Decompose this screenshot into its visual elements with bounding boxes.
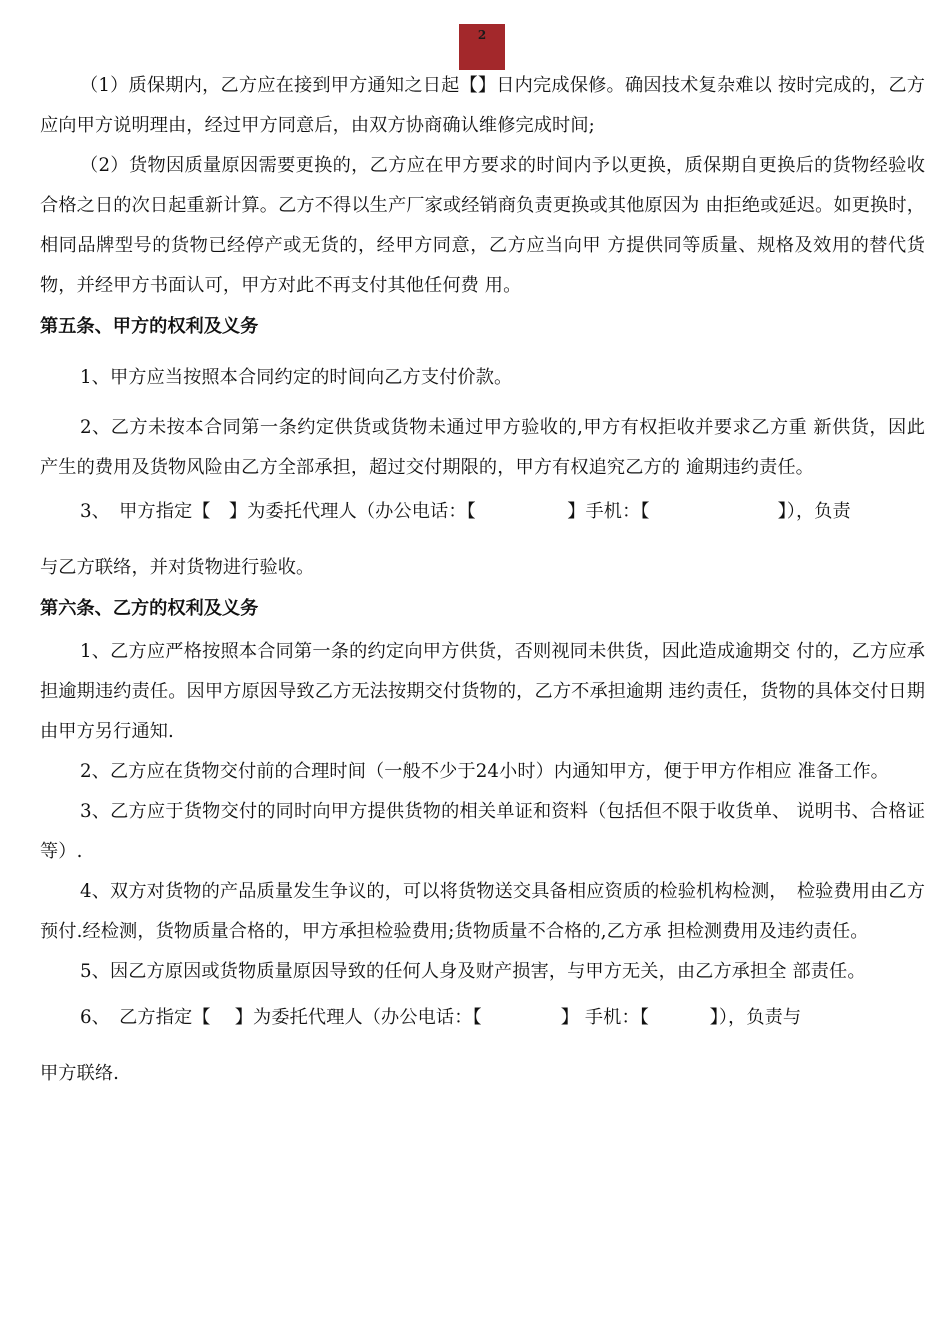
warranty-clause-1: （1）质保期内，乙方应在接到甲方通知之日起【】日内完成保修。确因技术复杂难以 按时完成的，乙方应向甲方说明理由，经过甲方同意后，由双方协商确认维修完成时间; [40,75,925,136]
warranty-clause-2: （2）货物因质量原因需要更换的，乙方应在甲方要求的时间内予以更换，质保期自更换后的货物经验收合格之日的次日起重新计算。乙方不得以生产厂家或经销商负责更换或其他原因为 由拒绝或延迟。如更换时，相同品牌型号的货物已经停产或无货的，经甲方同意，乙方应当向甲 方提供同等质量、规格及效用的替代货物，并经甲方书面认可，甲方对此不再支付其他任何费 用。 [40,155,925,296]
article-6-item-4: 4、双方对货物的产品质量发生争议的，可以将货物送交具备相应资质的检验机构检测， 检验费用由乙方预付.经检测，货物质量合格的，甲方承担检验费用;货物质量不合格的,乙方承 担检测费用及违约责任。 [40,881,925,942]
article-6-item-1: 1、乙方应严格按照本合同第一条的约定向甲方供货，否则视同未供货，因此造成逾期交 付的，乙方应承担逾期违约责任。因甲方原因导致乙方无法按期交付货物的，乙方不承担逾期 违约责任，货物的具体交付日期由甲方另行通知. [40,641,925,742]
page-number-badge: 2 [459,24,505,70]
article-5-item-3-continued: 与乙方联络，并对货物进行验收。 [40,557,315,578]
article-6-item-3: 3、乙方应于货物交付的同时向甲方提供货物的相关单证和资料（包括但不限于收货单、 说明书、合格证等）. [40,801,925,862]
article-5-item-3: 3、 甲方指定【 】为委托代理人（办公电话：【 】手机：【 】），负责 [80,501,851,522]
article-5-item-1: 1、甲方应当按照本合同约定的时间向乙方支付价款。 [80,367,513,388]
article-6-item-6-continued: 甲方联络. [40,1063,120,1084]
article-5-item-2: 2、乙方未按本合同第一条约定供货或货物未通过甲方验收的,甲方有权拒收并要求乙方重 新供货，因此产生的费用及货物风险由乙方全部承担，超过交付期限的，甲方有权追究乙方的 逾期违约责任。 [40,417,925,478]
contract-page-body [40,66,925,1094]
article-6-heading: 第六条、乙方的权利及义务 [40,598,259,619]
article-5-heading: 第五条、甲方的权利及义务 [40,316,259,337]
article-6-item-2: 2、乙方应在货物交付前的合理时间（一般不少于24小时）内通知甲方，便于甲方作相应 准备工作。 [80,761,889,782]
article-6-item-6: 6、 乙方指定【 】为委托代理人（办公电话：【 】 手机：【 】），负责与 [80,1007,802,1028]
article-6-item-5: 5、因乙方原因或货物质量原因导致的任何人身及财产损害，与甲方无关，由乙方承担全 部责任。 [80,961,866,982]
